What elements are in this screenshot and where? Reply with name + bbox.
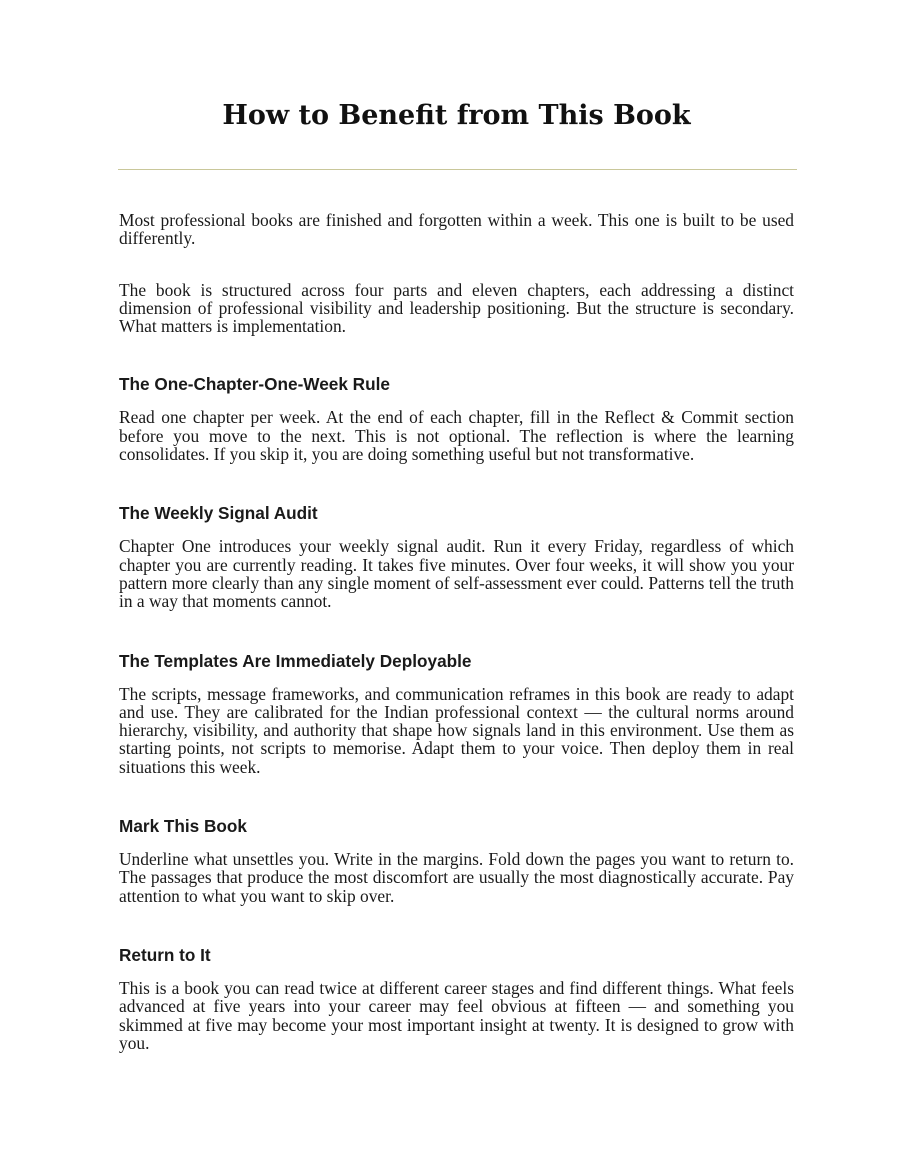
section-return-to-it: [119, 945, 794, 1052]
section-body: Chapter One introduces your weekly signal audit. Run it every Friday, regardless of which chapter you are currently reading. It takes five minutes. Over four weeks, it will show you your pattern more clearly than any single moment of self-assessment ever could. Patterns tell the truth in a way that moments cannot.: [119, 536, 794, 612]
title-divider: [118, 169, 797, 170]
page-content: [119, 211, 794, 1092]
section-heading: Return to It: [119, 944, 211, 965]
intro-paragraph: The book is structured across four parts and eleven chapters, each addressing a distinct dimension of professional visibility and leadership positioning. But the structure is secondary. What matters is implementation.: [119, 279, 794, 337]
page-title: How to Benefit from This Book: [222, 100, 691, 131]
section-heading: The Weekly Signal Audit: [119, 503, 318, 524]
section-body: Underline what unsettles you. Write in the margins. Fold down the pages you want to return to. The passages that produce the most discomfort are usually the most diagnostically accurate. Pay attention to what you want to skip over.: [119, 849, 794, 906]
section-templates: [119, 651, 794, 776]
section-one-chapter-one-week: [119, 374, 794, 463]
section-heading: Mark This Book: [119, 816, 247, 837]
section-mark-this-book: [119, 816, 794, 905]
section-heading: The One-Chapter-One-Week Rule: [119, 374, 390, 395]
section-body: Read one chapter per week. At the end of each chapter, fill in the Reflect & Commit section before you move to the next. This is not optional. The reflection is where the learning consolidates. If you skip it, you are doing something useful but not transformative.: [119, 407, 794, 465]
intro-paragraph: Most professional books are finished and forgotten within a week. This one is built to be used differently.: [119, 210, 794, 249]
section-heading: The Templates Are Immediately Deployable: [119, 650, 472, 671]
section-weekly-signal-audit: [119, 503, 794, 610]
section-body: The scripts, message frameworks, and communication reframes in this book are ready to adapt and use. They are calibrated for the Indian professional context — the cultural norms around hierarchy, visibility, and authority that shape how signals land in this environment. Use them as starting points, not scripts to memorise. Adapt them to your voice. Then deploy them in real situations this week.: [119, 683, 794, 777]
section-body: This is a book you can read twice at different career stages and find different things. What feels advanced at five years into your career may feel obvious at fifteen — and something you skimmed at five may become your most important insight at twenty. It is designed to grow with you.: [119, 977, 794, 1053]
